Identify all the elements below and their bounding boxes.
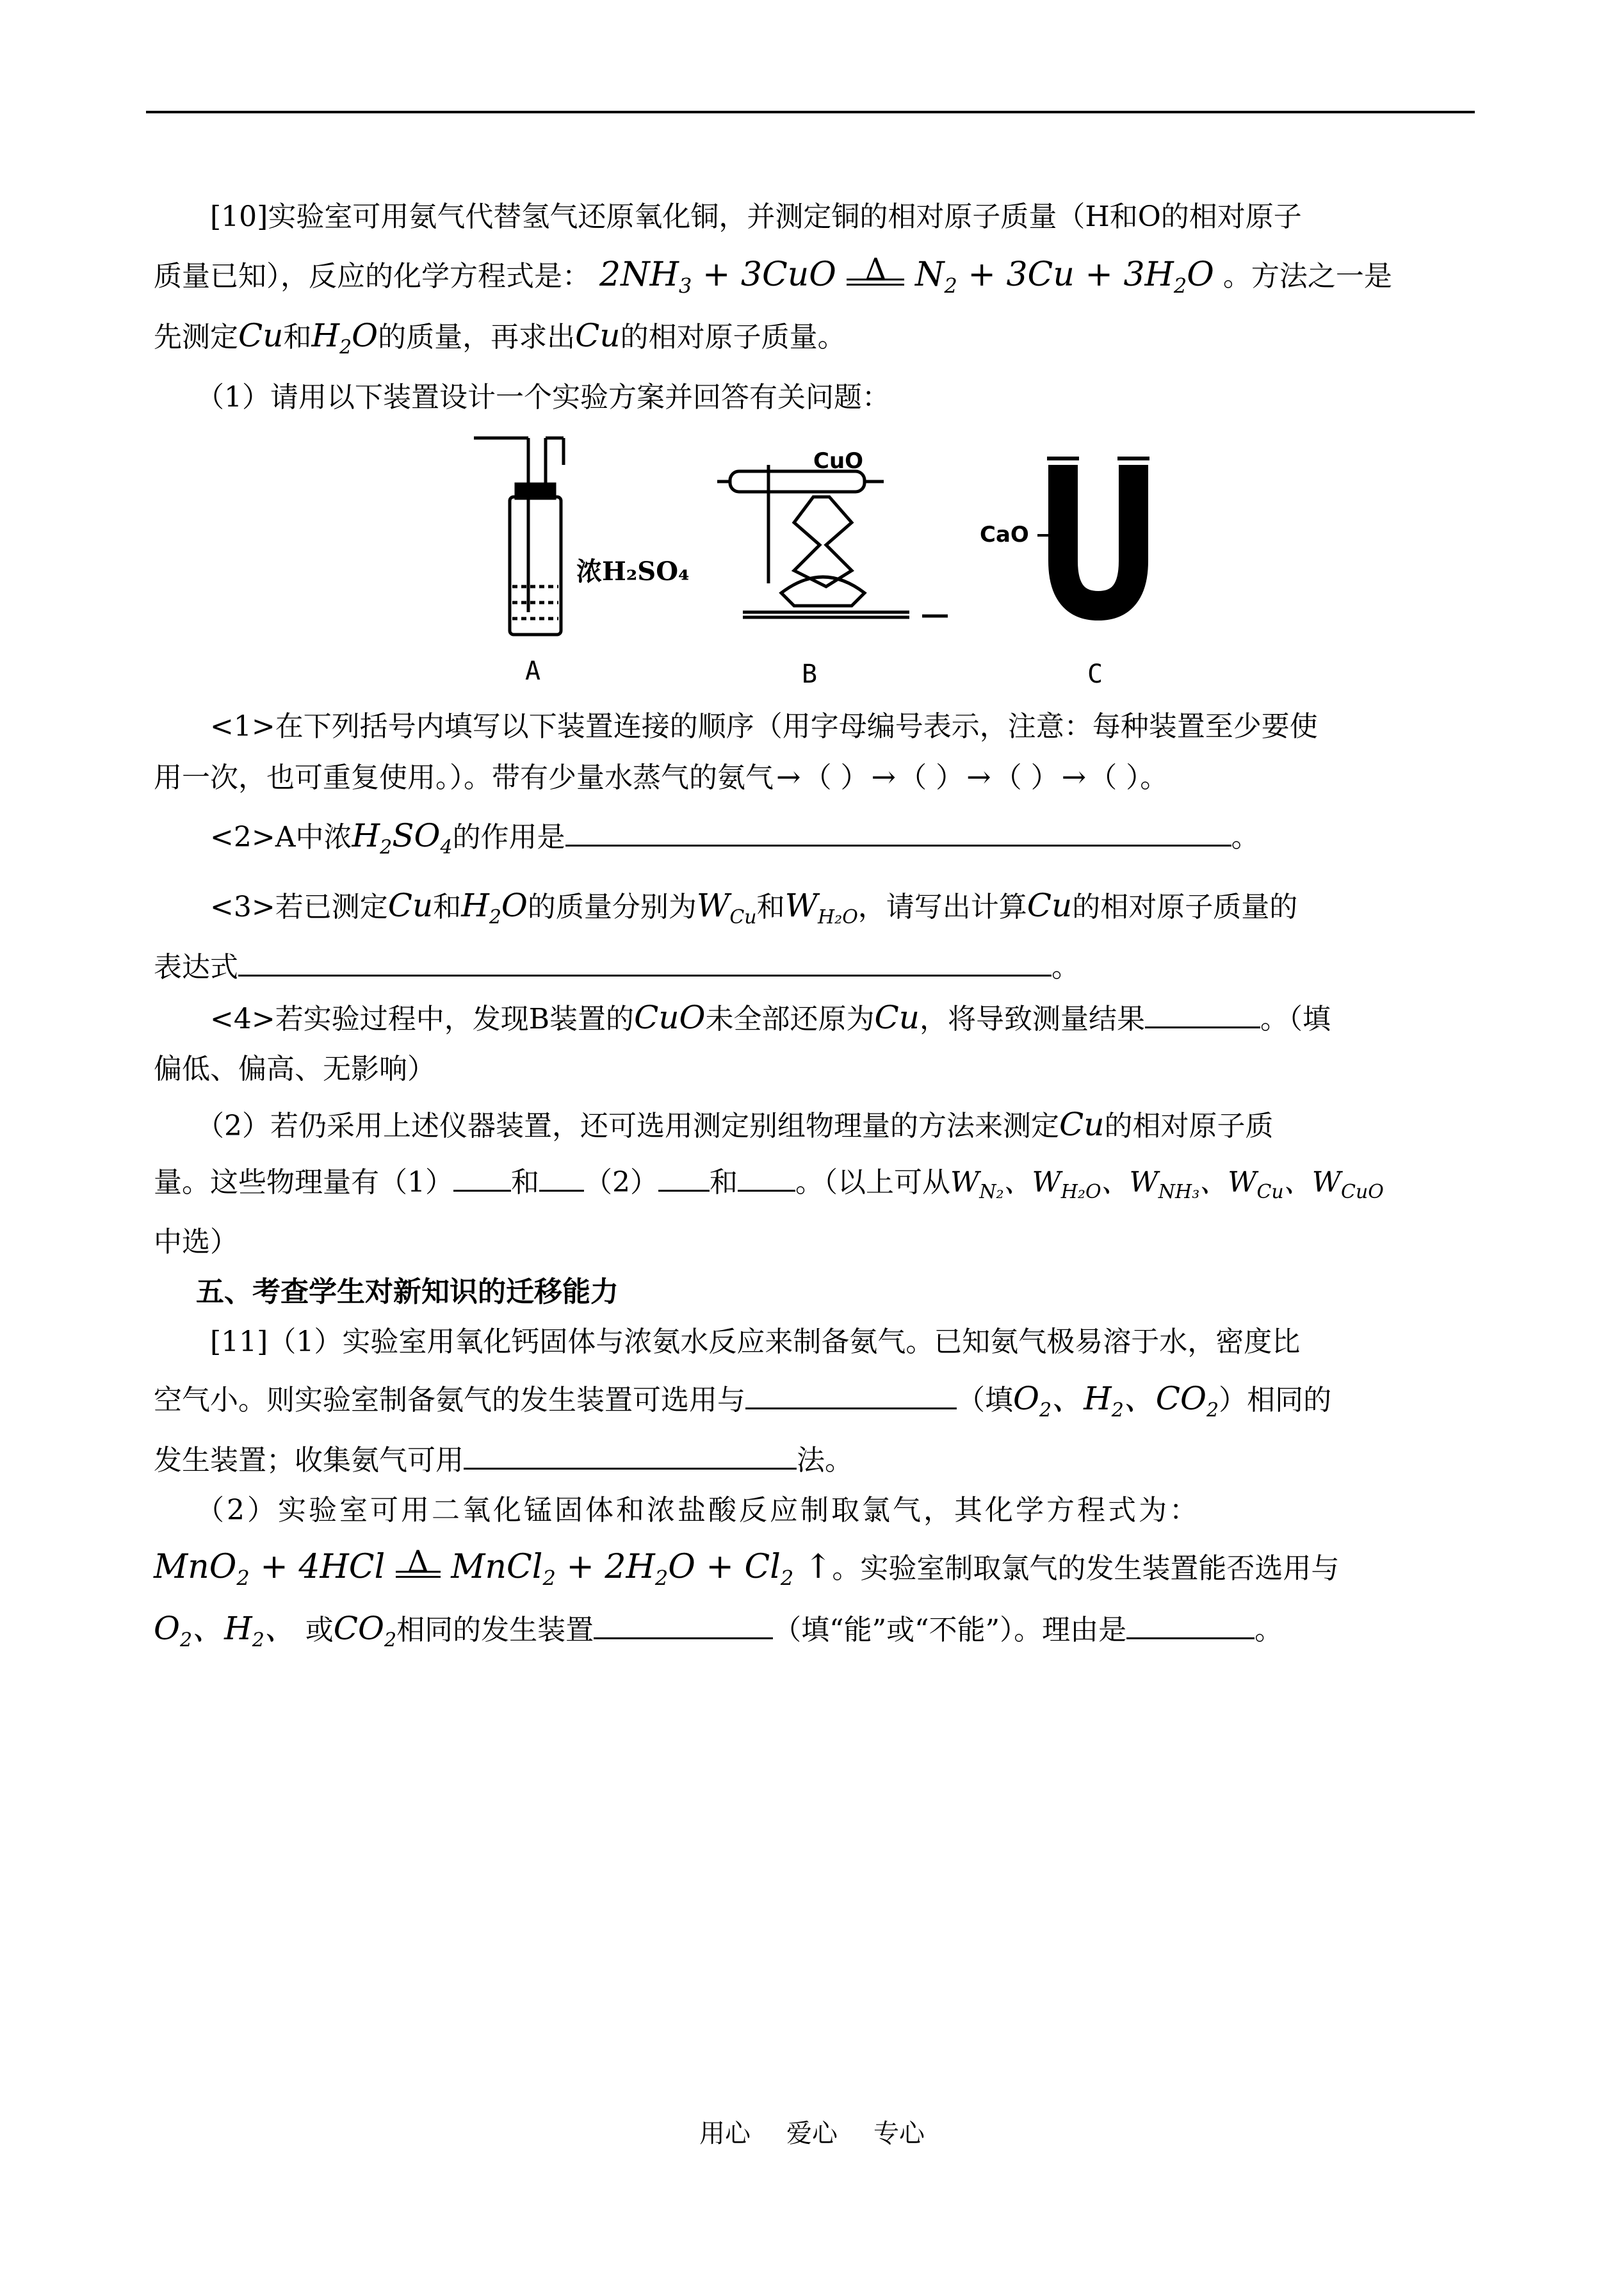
footer-word: 专心 (873, 2119, 925, 2148)
q10-intro-line1: [10]实验室可用氨气代替氢气还原氧化铜，并测定铜的相对原子质量（H和O的相对原子 (210, 200, 1302, 233)
answer-blank[interactable] (453, 1164, 511, 1192)
q11-line5: MnO$_2$ + 4HCl Δ MnCl$_2$ + $2H_2O + Cl_2$ ↑。实验室制取氯气的发生装置能否选用与 (154, 1542, 1482, 1603)
mno2-hcl-equation: MnO$_2$ + 4HCl Δ MnCl$_2$ + $2H_2O + Cl_2$ ↑ (154, 1544, 832, 1591)
q10-part2-line1: （2）若仍采用上述仪器装置，还可选用测定别组物理量的方法来测定Cu的相对原子质 (196, 1106, 1274, 1144)
q10-sub4-line2: 偏低、偏高、无影响） (154, 1053, 435, 1086)
q11-line4: （2）实验室可用二氧化锰固体和浓盐酸反应制取氯气，其化学方程式为： (196, 1494, 1200, 1527)
q10-part2-line2: 量。这些物理量有（1） 和 （2） 和 。（以上可从$W_{N_2}$、$W_{H_2O}$、$W_{NH_3}$、$W_{Cu}$、$W_{CuO}$ (154, 1158, 1482, 1217)
right-arrow-icon: → (871, 759, 897, 795)
q10-part2-line3: 中选） (154, 1226, 238, 1259)
q10-part1: （1）请用以下装置设计一个实验方案并回答有关问题： (196, 381, 890, 414)
footer-word: 爱心 (786, 2119, 838, 2148)
header-rule (146, 111, 1475, 113)
nh3-cuo-equation: $2NH_3 + 3CuO$ Δ $N_2 + 3Cu + 3H_2O$ (599, 252, 1214, 298)
figure-label-a: A (525, 656, 541, 686)
answer-blank[interactable] (1126, 1612, 1255, 1639)
right-arrow-icon: → (1061, 759, 1087, 795)
q11-line6: $O_2$、$H_2$、 或$CO_2$相同的发生装置 （填“能”或“不能”）。理由是 。 (154, 1609, 1283, 1651)
q11-line2: 空气小。则实验室制备氨气的发生装置可选用与 （填$O_2$、$H_2$、$CO_2$）相同的 (154, 1380, 1332, 1422)
q10-sub2: <2>A中浓$H_2SO_4$的作用是 。 (210, 817, 1260, 859)
page-footer (0, 2113, 1624, 2150)
right-arrow-icon: → (966, 759, 991, 795)
answer-blank[interactable] (1145, 1001, 1260, 1028)
answer-blank[interactable] (565, 819, 1231, 847)
apparatus-a (474, 438, 564, 635)
figure-label-c-reagent: CaO (980, 522, 1029, 548)
q10-sub4-line1: <4>若实验过程中，发现B装置的CuO未全部还原为Cu，将导致测量结果 。（填 (210, 999, 1331, 1037)
right-arrow-icon: → (776, 759, 801, 795)
apparatus-c (1037, 458, 1149, 606)
q10-sub1-line2: 用一次，也可重复使用。）。带有少量水蒸气的氨气→（ ）→（ ）→（ ）→（ ）。 (154, 759, 1169, 795)
figure-label-a-reagent: 浓H₂SO₄ (576, 556, 690, 587)
footer-word: 用心 (699, 2119, 751, 2148)
q10-sub3-line2: 表达式 。 (154, 943, 1482, 993)
answer-blank[interactable] (658, 1164, 710, 1192)
figure-label-c: C (1087, 660, 1103, 690)
q11-line3: 发生装置；收集氨气可用 法。 (154, 1436, 1482, 1486)
section5-heading: 五、考查学生对新知识的迁移能力 (196, 1276, 619, 1309)
answer-blank[interactable] (738, 1164, 795, 1192)
answer-blank[interactable] (464, 1442, 797, 1470)
document-body (154, 192, 1482, 1666)
figure-label-b: B (802, 660, 818, 690)
answer-blank[interactable] (594, 1612, 773, 1639)
answer-blank[interactable] (539, 1164, 584, 1192)
apparatus-drawing (154, 426, 1482, 695)
q10-intro-line3: 先测定Cu和$H_2O$的质量，再求出Cu的相对原子质量。 (154, 317, 846, 359)
apparatus-b (717, 465, 948, 617)
answer-blank[interactable] (745, 1382, 957, 1409)
q10-intro-line2: 质量已知），反应的化学方程式是： $2NH_3 + 3CuO$ Δ $N_2 + 3Cu + 3H_2O$ 。方法之一是 (154, 250, 1482, 311)
figure-label-b-reagent: CuO (813, 448, 864, 474)
apparatus-figure (154, 426, 1482, 695)
q10-sub3-line1: <3>若已测定Cu和$H_2O$的质量分别为$W_{Cu}$和$W_{H_2O}$，请写出计算Cu的相对原子质量的 (210, 887, 1298, 929)
q10-sub1-line1: <1>在下列括号内填写以下装置连接的顺序（用字母编号表示，注意：每种装置至少要使 (210, 710, 1318, 743)
q11-line1: [11]（1）实验室用氧化钙固体与浓氨水反应来制备氨气。已知氨气极易溶于水，密度比 (210, 1326, 1301, 1359)
answer-blank[interactable] (238, 949, 1052, 977)
